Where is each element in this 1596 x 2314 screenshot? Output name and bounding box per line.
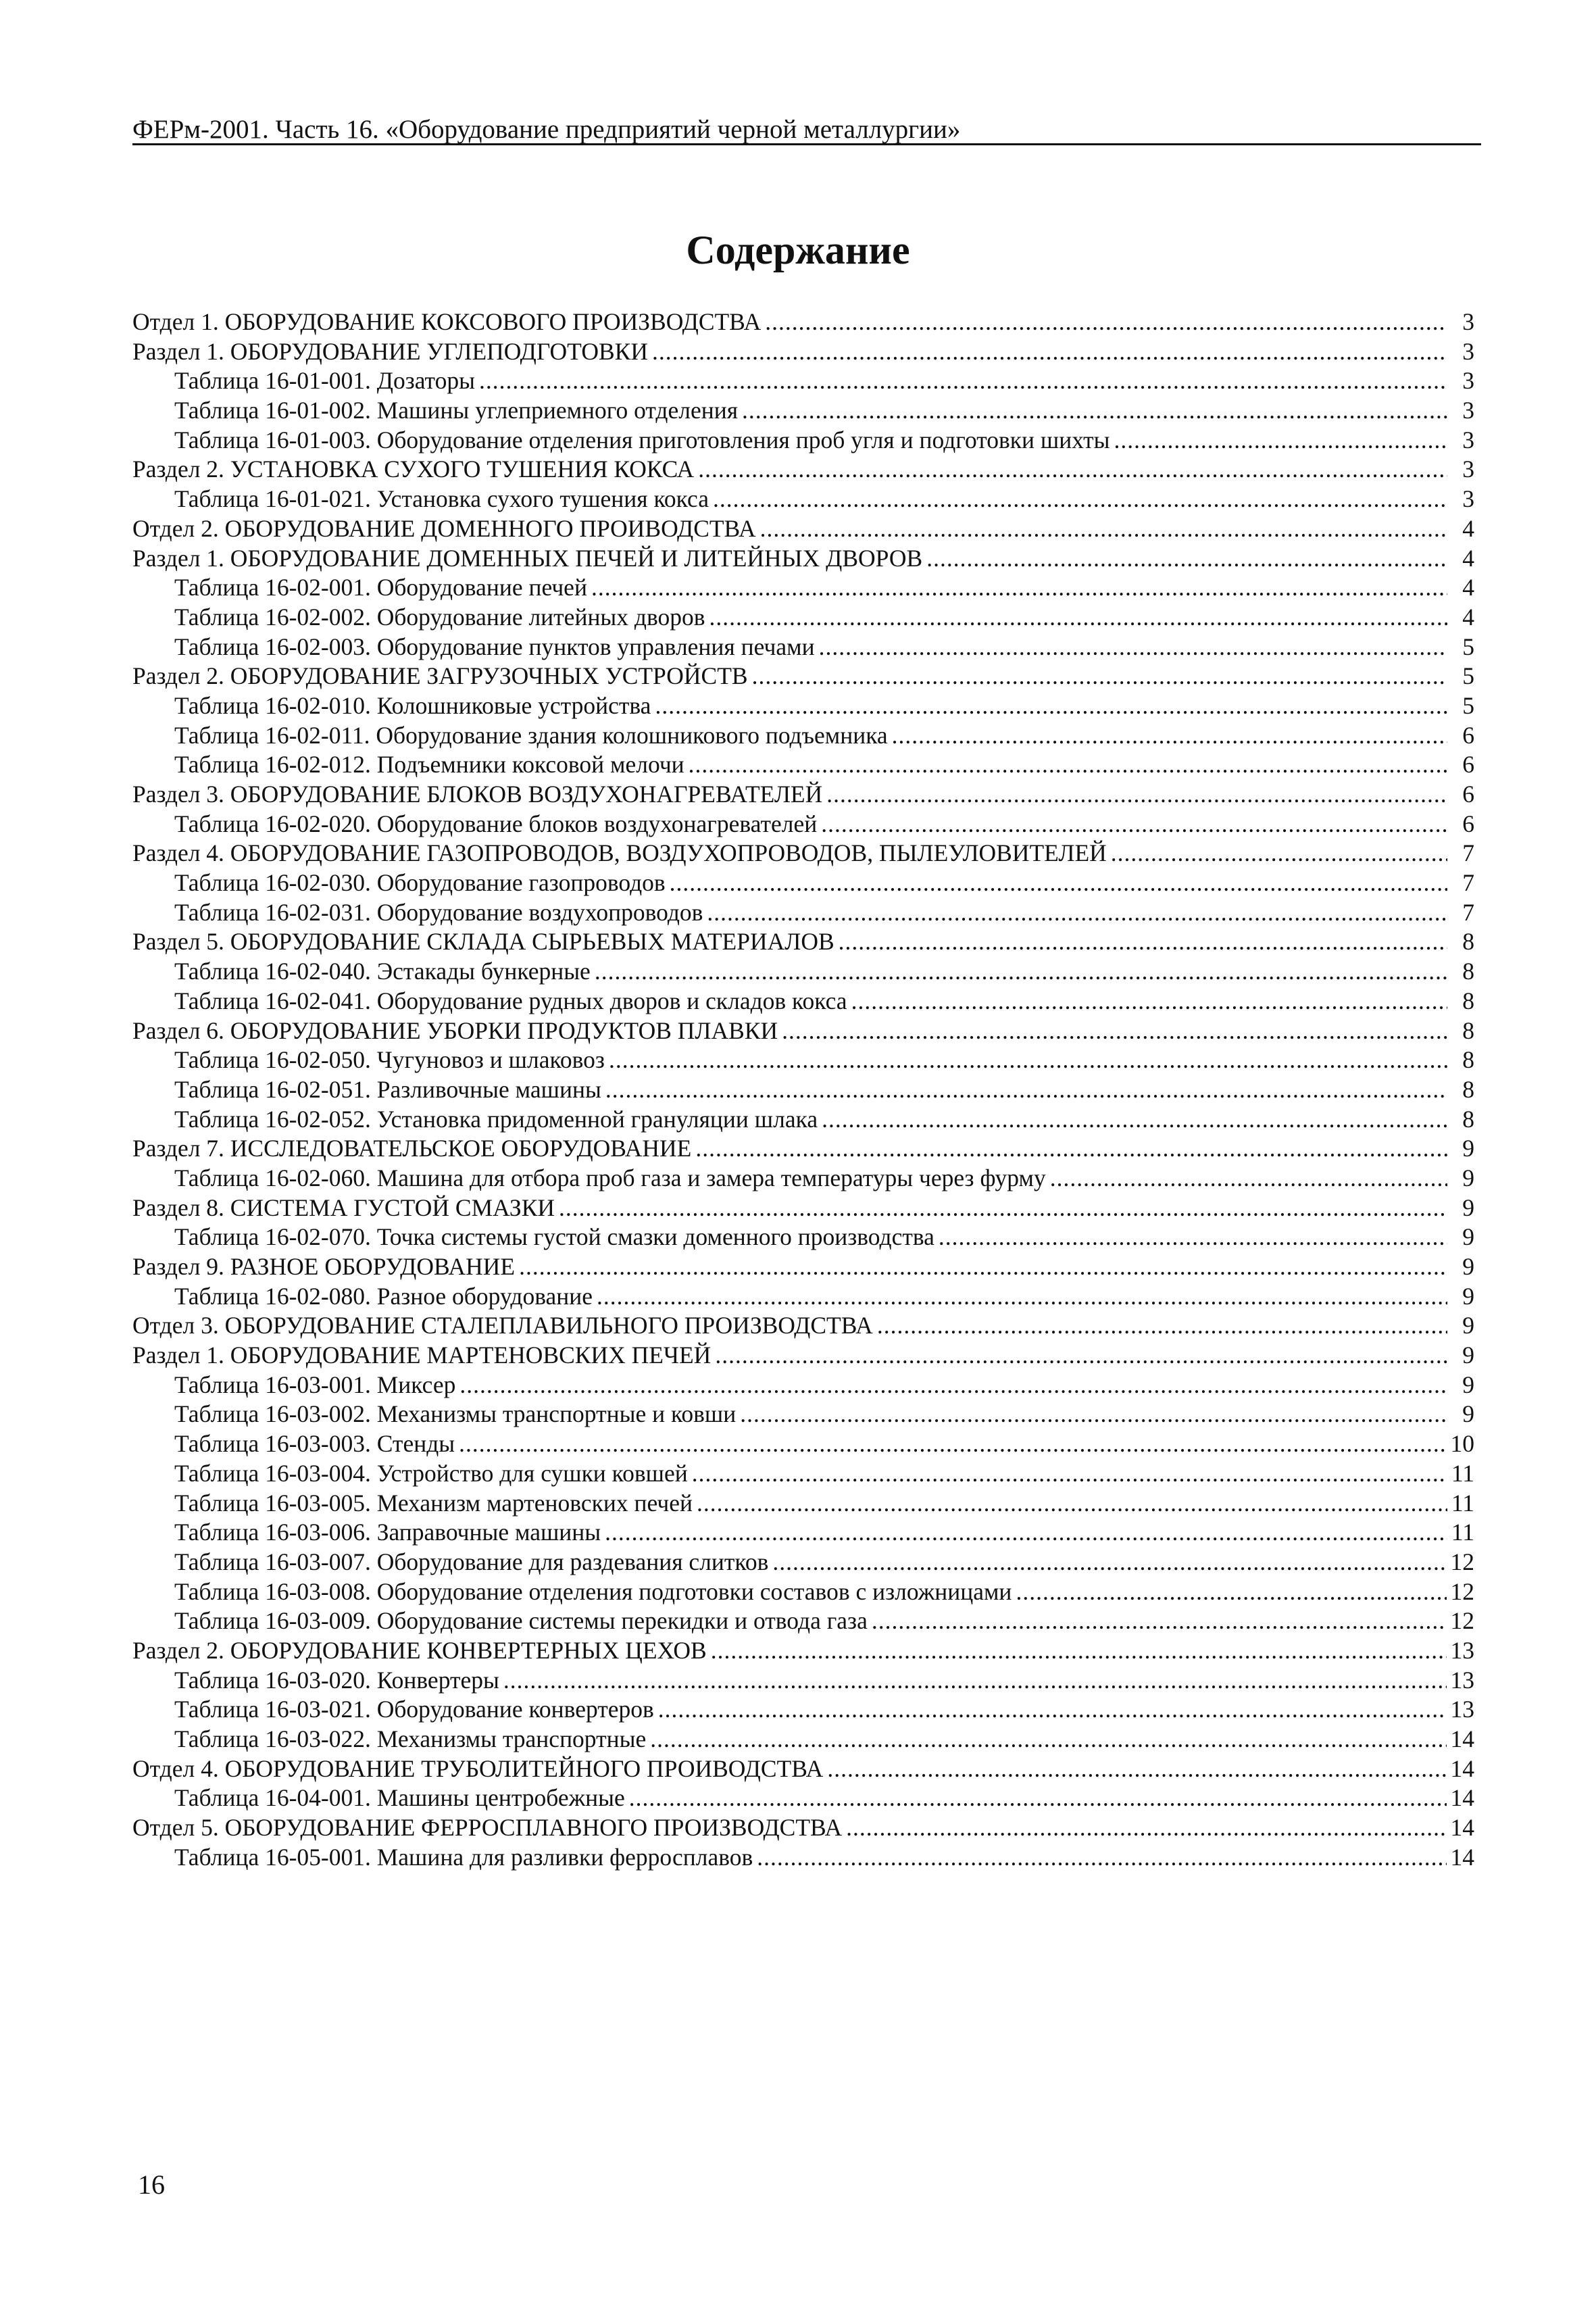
toc-dot-leader xyxy=(591,573,1447,601)
toc-dot-leader xyxy=(711,1636,1447,1665)
toc-entry-label: Таблица 16-03-022. Механизмы транспортные xyxy=(174,1725,647,1752)
toc-entry-section[interactable] xyxy=(132,1016,1474,1046)
toc-entry-label: Таблица 16-05-001. Машина для разливки ферросплавов xyxy=(174,1843,753,1871)
toc-entry-page: 14 xyxy=(1450,1814,1474,1842)
toc-entry-label: Раздел 8. СИСТЕМА ГУСТОЙ СМАЗКИ xyxy=(132,1193,555,1221)
toc-dot-leader xyxy=(609,1045,1447,1074)
toc-entry-label: Таблица 16-02-040. Эстакады бункерные xyxy=(174,958,591,985)
toc-entry-label: Таблица 16-03-006. Заправочные машины xyxy=(174,1519,601,1546)
toc-entry-label: Таблица 16-03-004. Устройство для сушки ковшей xyxy=(174,1459,688,1487)
toc-dot-leader xyxy=(822,1105,1447,1133)
toc-dot-leader xyxy=(740,1400,1447,1428)
toc-dot-leader xyxy=(655,691,1447,720)
toc-entry-label: Таблица 16-03-002. Механизмы транспортные и ковши xyxy=(174,1400,737,1428)
toc-entry-page: 13 xyxy=(1450,1696,1474,1723)
toc-entry-section[interactable] xyxy=(132,307,1474,337)
toc-dot-leader xyxy=(819,633,1447,661)
toc-entry-page: 14 xyxy=(1450,1754,1474,1782)
toc-entry-label: Таблица 16-02-001. Оборудование печей xyxy=(174,574,587,601)
toc-dot-leader xyxy=(782,1016,1447,1045)
toc-entry-page: 6 xyxy=(1462,810,1474,837)
toc-entry-label: Таблица 16-02-051. Разливочные машины xyxy=(174,1075,601,1103)
toc-entry-table[interactable] xyxy=(132,691,1474,721)
toc-entry-page: 8 xyxy=(1462,987,1474,1014)
toc-entry-label: Таблица 16-01-001. Дозаторы xyxy=(174,367,475,395)
toc-entry-label: Раздел 1. ОБОРУДОВАНИЕ УГЛЕПОДГОТОВКИ xyxy=(132,337,648,365)
toc-entry-label: Раздел 4. ОБОРУДОВАНИЕ ГАЗОПРОВОДОВ, ВОЗДУХОПРОВОДОВ, ПЫЛЕУЛОВИТЕЛЕЙ xyxy=(132,839,1107,867)
toc-entry-label: Таблица 16-03-003. Стенды xyxy=(174,1430,455,1458)
toc-entry-page: 8 xyxy=(1462,958,1474,985)
toc-entry-page: 4 xyxy=(1462,544,1474,572)
toc-entry-label: Таблица 16-02-003. Оборудование пунктов управления печами xyxy=(174,633,815,660)
toc-dot-leader xyxy=(851,987,1447,1015)
toc-dot-leader xyxy=(519,1252,1447,1281)
toc-dot-leader xyxy=(742,396,1447,424)
toc-entry-page: 11 xyxy=(1451,1489,1474,1517)
toc-entry-page: 3 xyxy=(1462,456,1474,483)
toc-dot-leader xyxy=(715,1341,1447,1369)
toc-entry-table[interactable] xyxy=(132,1105,1474,1135)
toc-entry-label: Раздел 5. ОБОРУДОВАНИЕ СКЛАДА СЫРЬЕВЫХ МАТЕРИАЛОВ xyxy=(132,928,834,956)
toc-entry-page: 11 xyxy=(1451,1459,1474,1487)
toc-entry-page: 8 xyxy=(1462,1046,1474,1074)
toc-dot-leader xyxy=(695,1134,1447,1162)
toc-entry-section[interactable] xyxy=(132,514,1474,544)
toc-entry-table[interactable] xyxy=(132,1577,1474,1607)
toc-entry-label: Раздел 2. ОБОРУДОВАНИЕ ЗАГРУЗОЧНЫХ УСТРОЙСТВ xyxy=(132,662,748,690)
toc-entry-table[interactable] xyxy=(132,1548,1474,1577)
toc-dot-leader xyxy=(826,780,1447,808)
toc-entry-page: 13 xyxy=(1450,1666,1474,1694)
toc-entry-label: Таблица 16-03-009. Оборудование системы перекидки и отвода газа xyxy=(174,1607,868,1635)
toc-entry-table[interactable] xyxy=(132,1459,1474,1489)
toc-dot-leader xyxy=(1114,426,1447,454)
toc-entry-page: 9 xyxy=(1462,1400,1474,1428)
toc-entry-page: 9 xyxy=(1462,1312,1474,1339)
toc-entry-table[interactable] xyxy=(132,1843,1474,1873)
toc-entry-table[interactable] xyxy=(132,721,1474,751)
toc-entry-table[interactable] xyxy=(132,426,1474,456)
toc-entry-label: Таблица 16-01-002. Машины углеприемного отделения xyxy=(174,397,739,424)
toc-entry-table[interactable] xyxy=(132,810,1474,839)
toc-entry-label: Отдел 3. ОБОРУДОВАНИЕ СТАЛЕПЛАВИЛЬНОГО ПРОИЗВОДСТВА xyxy=(132,1312,873,1339)
toc-entry-table[interactable] xyxy=(132,868,1474,898)
toc-entry-page: 11 xyxy=(1451,1519,1474,1546)
toc-entry-table[interactable] xyxy=(132,898,1474,928)
toc-entry-page: 3 xyxy=(1462,337,1474,365)
toc-entry-table[interactable] xyxy=(132,750,1474,780)
toc-dot-leader xyxy=(697,1489,1447,1517)
toc-entry-label: Таблица 16-01-021. Установка сухого тушения кокса xyxy=(174,485,709,513)
toc-entry-label: Таблица 16-03-005. Механизм мартеновских печей xyxy=(174,1489,693,1517)
toc-entry-section[interactable] xyxy=(132,839,1474,868)
toc-dot-leader xyxy=(658,1695,1447,1723)
toc-entry-page: 8 xyxy=(1462,1075,1474,1103)
toc-entry-label: Отдел 4. ОБОРУДОВАНИЕ ТРУБОЛИТЕЙНОГО ПРОИВОДСТВА xyxy=(132,1754,824,1782)
toc-entry-table[interactable] xyxy=(132,485,1474,514)
toc-entry-label: Раздел 1. ОБОРУДОВАНИЕ ДОМЕННЫХ ПЕЧЕЙ И ЛИТЕЙНЫХ ДВОРОВ xyxy=(132,544,923,572)
toc-entry-label: Таблица 16-02-011. Оборудование здания колошникового подъемника xyxy=(174,721,888,749)
toc-entry-page: 8 xyxy=(1462,1016,1474,1044)
toc-entry-label: Таблица 16-03-021. Оборудование конвертеров xyxy=(174,1696,654,1723)
toc-dot-leader xyxy=(760,514,1447,543)
toc-entry-table[interactable] xyxy=(132,1429,1474,1459)
toc-entry-table[interactable] xyxy=(132,1371,1474,1400)
toc-entry-page: 7 xyxy=(1462,869,1474,897)
toc-entry-label: Таблица 16-01-003. Оборудование отделения приготовления проб угля и подготовки шихты xyxy=(174,426,1110,453)
toc-dot-leader xyxy=(939,1223,1447,1251)
toc-entry-page: 6 xyxy=(1462,721,1474,749)
toc-entry-label: Раздел 1. ОБОРУДОВАНИЕ МАРТЕНОВСКИХ ПЕЧЕЙ xyxy=(132,1341,712,1369)
toc-entry-label: Таблица 16-02-002. Оборудование литейных дворов xyxy=(174,603,705,631)
toc-entry-label: Отдел 1. ОБОРУДОВАНИЕ КОКСОВОГО ПРОИЗВОДСТВА xyxy=(132,308,762,335)
page-number: 16 xyxy=(138,2169,165,2200)
toc-entry-page: 7 xyxy=(1462,839,1474,867)
toc-entry-table[interactable] xyxy=(132,1075,1474,1105)
toc-dot-leader xyxy=(839,927,1447,956)
toc-entry-table[interactable] xyxy=(132,1045,1474,1075)
toc-entry-page: 13 xyxy=(1450,1636,1474,1664)
toc-entry-page: 3 xyxy=(1462,397,1474,424)
toc-entry-page: 7 xyxy=(1462,898,1474,926)
toc-entry-section[interactable] xyxy=(132,544,1474,574)
toc-dot-leader xyxy=(772,1548,1446,1576)
toc-entry-label: Раздел 3. ОБОРУДОВАНИЕ БЛОКОВ ВОЗДУХОНАГРЕВАТЕЛЕЙ xyxy=(132,781,823,808)
toc-entry-table[interactable] xyxy=(132,1518,1474,1548)
toc-entry-section[interactable] xyxy=(132,455,1474,485)
toc-entry-page: 10 xyxy=(1450,1430,1474,1458)
toc-entry-page: 14 xyxy=(1450,1725,1474,1752)
toc-entry-label: Отдел 5. ОБОРУДОВАНИЕ ФЕРРОСПЛАВНОГО ПРОИЗВОДСТВА xyxy=(132,1814,843,1842)
toc-dot-leader xyxy=(595,957,1447,985)
toc-dot-leader xyxy=(892,721,1447,749)
toc-entry-table[interactable] xyxy=(132,1489,1474,1519)
toc-entry-table[interactable] xyxy=(132,1223,1474,1252)
toc-dot-leader xyxy=(459,1371,1447,1399)
toc-dot-leader xyxy=(597,1282,1447,1310)
toc-entry-page: 12 xyxy=(1450,1548,1474,1575)
toc-entry-label: Таблица 16-03-020. Конвертеры xyxy=(174,1666,499,1694)
toc-entry-page: 4 xyxy=(1462,574,1474,601)
toc-entry-table[interactable] xyxy=(132,366,1474,396)
toc-entry-section[interactable] xyxy=(132,1813,1474,1843)
toc-entry-page: 5 xyxy=(1462,691,1474,719)
toc-dot-leader xyxy=(629,1783,1447,1812)
table-of-contents xyxy=(132,307,1474,1872)
toc-dot-leader xyxy=(872,1606,1447,1635)
toc-entry-section[interactable] xyxy=(132,1252,1474,1282)
page-title: Содержание xyxy=(686,228,910,272)
toc-dot-leader xyxy=(846,1813,1446,1842)
toc-entry-page: 4 xyxy=(1462,603,1474,631)
toc-entry-label: Таблица 16-02-030. Оборудование газопроводов xyxy=(174,869,666,897)
toc-entry-page: 9 xyxy=(1462,1282,1474,1310)
toc-dot-leader xyxy=(1111,839,1447,867)
toc-entry-page: 5 xyxy=(1462,662,1474,690)
toc-entry-table[interactable] xyxy=(132,1725,1474,1754)
toc-entry-table[interactable] xyxy=(132,1695,1474,1725)
toc-dot-leader xyxy=(652,337,1447,366)
toc-entry-section[interactable] xyxy=(132,1311,1474,1341)
toc-entry-label: Таблица 16-02-031. Оборудование воздухопроводов xyxy=(174,898,703,926)
toc-dot-leader xyxy=(821,810,1447,838)
toc-entry-page: 3 xyxy=(1462,485,1474,513)
toc-entry-page: 3 xyxy=(1462,426,1474,453)
toc-dot-leader xyxy=(503,1666,1447,1694)
toc-entry-page: 4 xyxy=(1462,514,1474,542)
toc-entry-label: Раздел 2. ОБОРУДОВАНИЕ КОНВЕРТЕРНЫХ ЦЕХОВ xyxy=(132,1636,707,1664)
toc-entry-section[interactable] xyxy=(132,1754,1474,1784)
toc-entry-table[interactable] xyxy=(132,633,1474,662)
toc-entry-label: Таблица 16-02-020. Оборудование блоков воздухонагревателей xyxy=(174,810,818,837)
toc-dot-leader xyxy=(692,1459,1447,1487)
toc-entry-label: Таблица 16-02-010. Колошниковые устройства xyxy=(174,691,651,719)
running-header: ФЕРм-2001. Часть 16. «Оборудование предприятий черной металлургии» xyxy=(132,115,961,144)
toc-entry-table[interactable] xyxy=(132,987,1474,1016)
toc-entry-label: Раздел 2. УСТАНОВКА СУХОГО ТУШЕНИЯ КОКСА xyxy=(132,456,695,483)
toc-entry-page: 3 xyxy=(1462,367,1474,395)
toc-entry-label: Таблица 16-02-052. Установка придоменной грануляции шлака xyxy=(174,1105,818,1133)
toc-entry-label: Раздел 6. ОБОРУДОВАНИЕ УБОРКИ ПРОДУКТОВ ПЛАВКИ xyxy=(132,1016,778,1044)
toc-entry-label: Таблица 16-04-001. Машины центробежные xyxy=(174,1784,625,1812)
toc-entry-label: Таблица 16-02-050. Чугуновоз и шлаковоз xyxy=(174,1046,605,1074)
toc-entry-page: 6 xyxy=(1462,751,1474,779)
toc-entry-label: Таблица 16-02-012. Подъемники коксовой мелочи xyxy=(174,751,684,779)
toc-entry-section[interactable] xyxy=(132,1636,1474,1666)
toc-entry-page: 9 xyxy=(1462,1341,1474,1369)
toc-dot-leader xyxy=(827,1754,1446,1783)
toc-dot-leader xyxy=(707,898,1447,927)
toc-entry-label: Отдел 2. ОБОРУДОВАНИЕ ДОМЕННОГО ПРОИВОДСТВА xyxy=(132,514,756,542)
toc-entry-section[interactable] xyxy=(132,780,1474,810)
toc-entry-section[interactable] xyxy=(132,662,1474,691)
toc-entry-page: 5 xyxy=(1462,633,1474,660)
toc-entry-section[interactable] xyxy=(132,1341,1474,1371)
toc-dot-leader xyxy=(1016,1577,1446,1606)
toc-entry-page: 9 xyxy=(1462,1135,1474,1162)
toc-dot-leader xyxy=(709,603,1447,631)
toc-entry-table[interactable] xyxy=(132,1666,1474,1696)
toc-dot-leader xyxy=(1050,1164,1447,1192)
toc-entry-table[interactable] xyxy=(132,573,1474,603)
toc-dot-leader xyxy=(757,1843,1446,1871)
toc-entry-section[interactable] xyxy=(132,1134,1474,1164)
toc-dot-leader xyxy=(605,1518,1447,1546)
toc-entry-page: 8 xyxy=(1462,928,1474,956)
toc-entry-page: 8 xyxy=(1462,1105,1474,1133)
toc-dot-leader xyxy=(459,1429,1446,1458)
toc-entry-label: Таблица 16-02-060. Машина для отбора проб газа и замера температуры через фурму xyxy=(174,1164,1046,1191)
toc-dot-leader xyxy=(713,485,1447,513)
toc-entry-page: 3 xyxy=(1462,308,1474,335)
toc-dot-leader xyxy=(752,662,1447,690)
toc-entry-table[interactable] xyxy=(132,1400,1474,1429)
toc-entry-page: 14 xyxy=(1450,1843,1474,1871)
toc-dot-leader xyxy=(650,1725,1446,1753)
toc-entry-label: Таблица 16-02-041. Оборудование рудных дворов и складов кокса xyxy=(174,987,847,1014)
toc-entry-section[interactable] xyxy=(132,1193,1474,1223)
toc-entry-table[interactable] xyxy=(132,1783,1474,1813)
toc-dot-leader xyxy=(605,1075,1447,1104)
toc-entry-label: Раздел 9. РАЗНОЕ ОБОРУДОВАНИЕ xyxy=(132,1253,516,1280)
toc-entry-section[interactable] xyxy=(132,337,1474,367)
toc-entry-table[interactable] xyxy=(132,1164,1474,1193)
header-rule xyxy=(132,143,1481,145)
toc-entry-page: 12 xyxy=(1450,1607,1474,1635)
toc-entry-label: Таблица 16-03-007. Оборудование для раздевания слитков xyxy=(174,1548,769,1575)
toc-entry-page: 9 xyxy=(1462,1253,1474,1280)
toc-entry-label: Раздел 7. ИССЛЕДОВАТЕЛЬСКОЕ ОБОРУДОВАНИЕ xyxy=(132,1135,692,1162)
toc-dot-leader xyxy=(479,366,1447,395)
toc-entry-page: 6 xyxy=(1462,781,1474,808)
toc-entry-table[interactable] xyxy=(132,1606,1474,1636)
toc-entry-page: 9 xyxy=(1462,1223,1474,1251)
toc-entry-page: 14 xyxy=(1450,1784,1474,1812)
toc-entry-page: 9 xyxy=(1462,1164,1474,1191)
toc-dot-leader xyxy=(877,1311,1447,1339)
toc-dot-leader xyxy=(559,1193,1447,1222)
toc-dot-leader xyxy=(689,750,1447,779)
toc-entry-page: 9 xyxy=(1462,1193,1474,1221)
toc-dot-leader xyxy=(765,307,1447,336)
toc-entry-table[interactable] xyxy=(132,396,1474,426)
toc-entry-label: Таблица 16-03-008. Оборудование отделения подготовки составов с изложницами xyxy=(174,1577,1012,1605)
toc-entry-label: Таблица 16-03-001. Миксер xyxy=(174,1371,456,1398)
toc-entry-page: 9 xyxy=(1462,1371,1474,1398)
toc-dot-leader xyxy=(670,868,1447,897)
toc-entry-table[interactable] xyxy=(132,603,1474,633)
toc-entry-table[interactable] xyxy=(132,957,1474,987)
toc-entry-page: 12 xyxy=(1450,1577,1474,1605)
toc-entry-section[interactable] xyxy=(132,927,1474,957)
toc-entry-label: Таблица 16-02-070. Точка системы густой смазки доменного производства xyxy=(174,1223,934,1251)
toc-dot-leader xyxy=(698,455,1447,483)
toc-dot-leader xyxy=(926,544,1447,572)
toc-entry-label: Таблица 16-02-080. Разное оборудование xyxy=(174,1282,593,1310)
toc-entry-table[interactable] xyxy=(132,1282,1474,1312)
